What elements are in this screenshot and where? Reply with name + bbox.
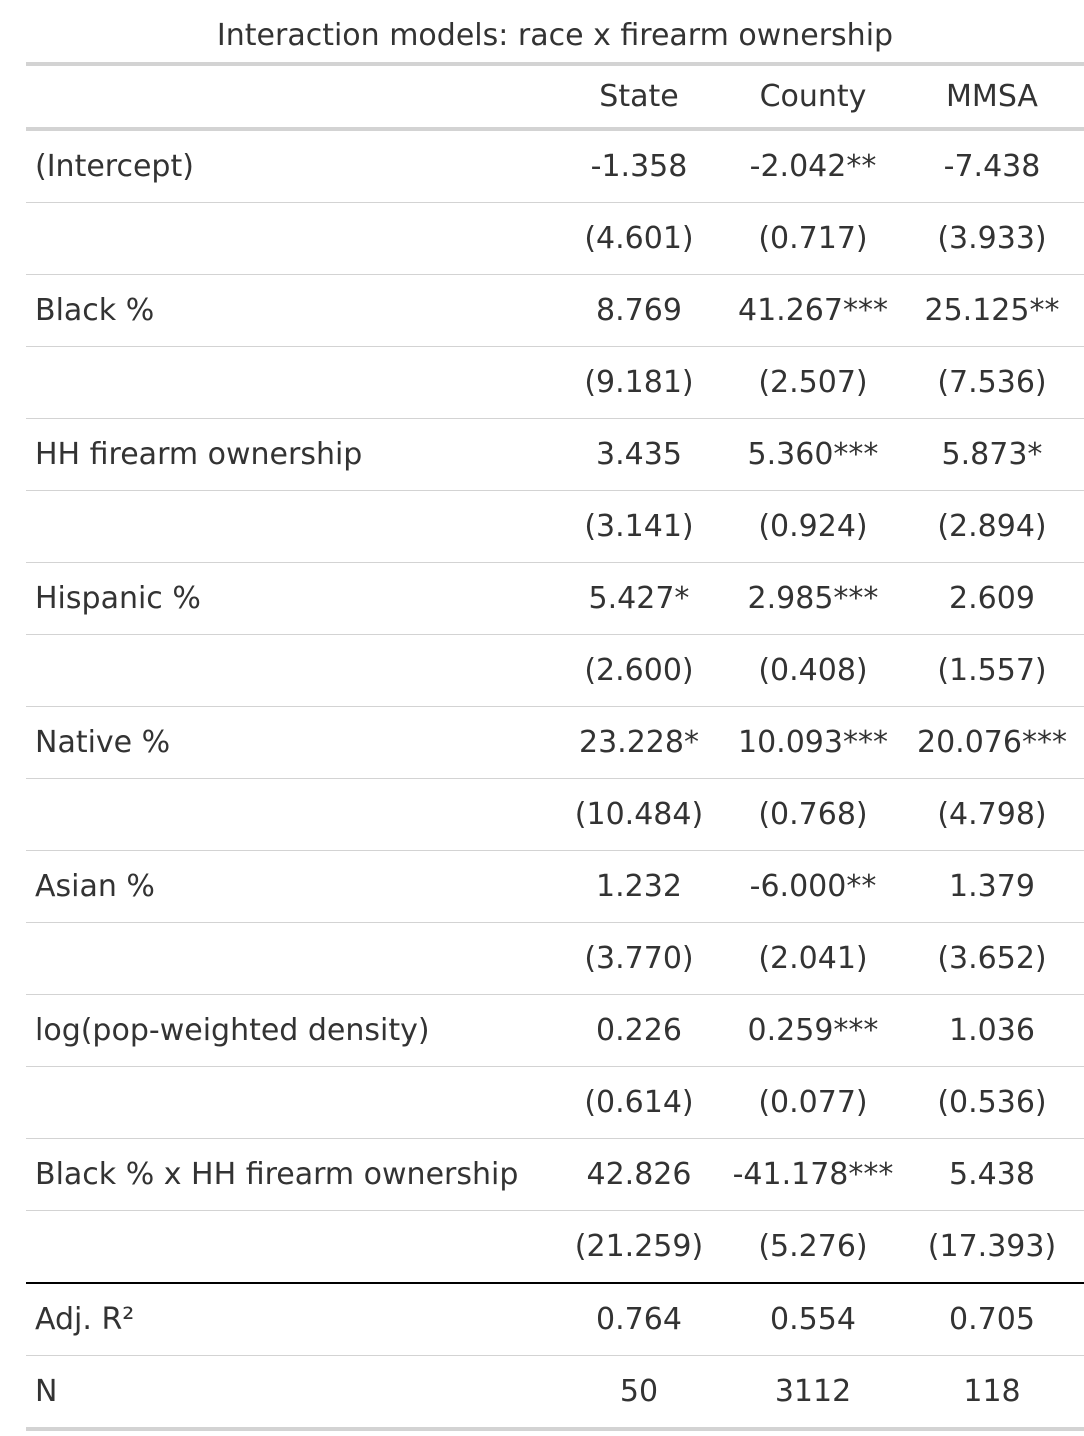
model-stats-rows	[26, 1283, 1084, 1429]
std-error-cell: (7.536)	[900, 347, 1084, 419]
std-error-cell: (0.717)	[726, 203, 900, 275]
row-label-empty	[26, 347, 552, 419]
estimate-cell: 8.769	[552, 275, 726, 347]
estimate-cell: -41.178***	[726, 1139, 900, 1211]
estimate-row	[26, 707, 1084, 779]
std-error-cell: (0.924)	[726, 491, 900, 563]
std-error-cell: (0.768)	[726, 779, 900, 851]
std-error-row	[26, 923, 1084, 995]
estimate-cell: 5.438	[900, 1139, 1084, 1211]
std-error-cell: (0.536)	[900, 1067, 1084, 1139]
std-error-cell: (5.276)	[726, 1211, 900, 1284]
std-error-row	[26, 491, 1084, 563]
std-error-cell: (4.601)	[552, 203, 726, 275]
estimate-cell: 3.435	[552, 419, 726, 491]
row-label: Native %	[26, 707, 552, 779]
estimate-cell: 1.036	[900, 995, 1084, 1067]
estimate-cell: 42.826	[552, 1139, 726, 1211]
row-label-empty	[26, 203, 552, 275]
estimate-cell: 2.609	[900, 563, 1084, 635]
estimate-cell: 5.873*	[900, 419, 1084, 491]
std-error-cell: (3.933)	[900, 203, 1084, 275]
std-error-cell: (0.614)	[552, 1067, 726, 1139]
row-label-empty	[26, 635, 552, 707]
estimate-cell: 41.267***	[726, 275, 900, 347]
estimate-cell: 20.076***	[900, 707, 1084, 779]
estimate-cell: -2.042**	[726, 129, 900, 203]
std-error-cell: (17.393)	[900, 1211, 1084, 1284]
stat-label: Adj. R²	[26, 1283, 552, 1356]
estimate-row	[26, 995, 1084, 1067]
estimate-cell: 0.259***	[726, 995, 900, 1067]
row-label: log(pop-weighted density)	[26, 995, 552, 1067]
row-label: Black %	[26, 275, 552, 347]
estimate-row	[26, 419, 1084, 491]
estimate-cell: -1.358	[552, 129, 726, 203]
estimate-row	[26, 563, 1084, 635]
stat-row	[26, 1356, 1084, 1430]
row-label: Hispanic %	[26, 563, 552, 635]
row-label-empty	[26, 1067, 552, 1139]
std-error-row	[26, 635, 1084, 707]
std-error-row	[26, 203, 1084, 275]
std-error-cell: (3.770)	[552, 923, 726, 995]
estimate-cell: -6.000**	[726, 851, 900, 923]
row-label: HH firearm ownership	[26, 419, 552, 491]
estimate-cell: 1.379	[900, 851, 1084, 923]
std-error-row	[26, 347, 1084, 419]
std-error-row	[26, 1211, 1084, 1284]
std-error-row	[26, 1067, 1084, 1139]
stat-cell: 0.764	[552, 1283, 726, 1356]
table-title: Interaction models: race x firearm ownership	[216, 18, 894, 53]
stat-cell: 3112	[726, 1356, 900, 1430]
stat-label: N	[26, 1356, 552, 1430]
stat-cell: 50	[552, 1356, 726, 1430]
std-error-cell: (10.484)	[552, 779, 726, 851]
coefficient-rows	[26, 129, 1084, 1283]
estimate-row	[26, 275, 1084, 347]
estimate-cell: 10.093***	[726, 707, 900, 779]
estimate-cell: 23.228*	[552, 707, 726, 779]
column-header-county: County	[726, 64, 900, 129]
std-error-cell: (9.181)	[552, 347, 726, 419]
stat-cell: 0.705	[900, 1283, 1084, 1356]
estimate-cell: -7.438	[900, 129, 1084, 203]
std-error-row	[26, 779, 1084, 851]
std-error-cell: (1.557)	[900, 635, 1084, 707]
stat-cell: 118	[900, 1356, 1084, 1430]
std-error-cell: (0.408)	[726, 635, 900, 707]
std-error-cell: (2.894)	[900, 491, 1084, 563]
column-header-mmsa: MMSA	[900, 64, 1084, 129]
std-error-cell: (3.141)	[552, 491, 726, 563]
row-label-empty	[26, 491, 552, 563]
estimate-row	[26, 1139, 1084, 1211]
row-label: (Intercept)	[26, 129, 552, 203]
estimate-cell: 5.427*	[552, 563, 726, 635]
row-label: Asian %	[26, 851, 552, 923]
row-label-empty	[26, 1211, 552, 1284]
regression-table	[26, 62, 1084, 1431]
estimate-cell: 0.226	[552, 995, 726, 1067]
estimate-cell: 5.360***	[726, 419, 900, 491]
estimate-row	[26, 129, 1084, 203]
column-header-label	[26, 64, 552, 129]
stat-row	[26, 1283, 1084, 1356]
estimate-row	[26, 851, 1084, 923]
std-error-cell: (2.041)	[726, 923, 900, 995]
header-row	[26, 64, 1084, 129]
estimate-cell: 25.125**	[900, 275, 1084, 347]
std-error-cell: (2.507)	[726, 347, 900, 419]
std-error-cell: (3.652)	[900, 923, 1084, 995]
estimate-cell: 1.232	[552, 851, 726, 923]
row-label-empty	[26, 779, 552, 851]
estimate-cell: 2.985***	[726, 563, 900, 635]
std-error-cell: (0.077)	[726, 1067, 900, 1139]
row-label-empty	[26, 923, 552, 995]
std-error-cell: (4.798)	[900, 779, 1084, 851]
std-error-cell: (21.259)	[552, 1211, 726, 1284]
std-error-cell: (2.600)	[552, 635, 726, 707]
stat-cell: 0.554	[726, 1283, 900, 1356]
row-label: Black % x HH firearm ownership	[26, 1139, 552, 1211]
column-header-state: State	[552, 64, 726, 129]
